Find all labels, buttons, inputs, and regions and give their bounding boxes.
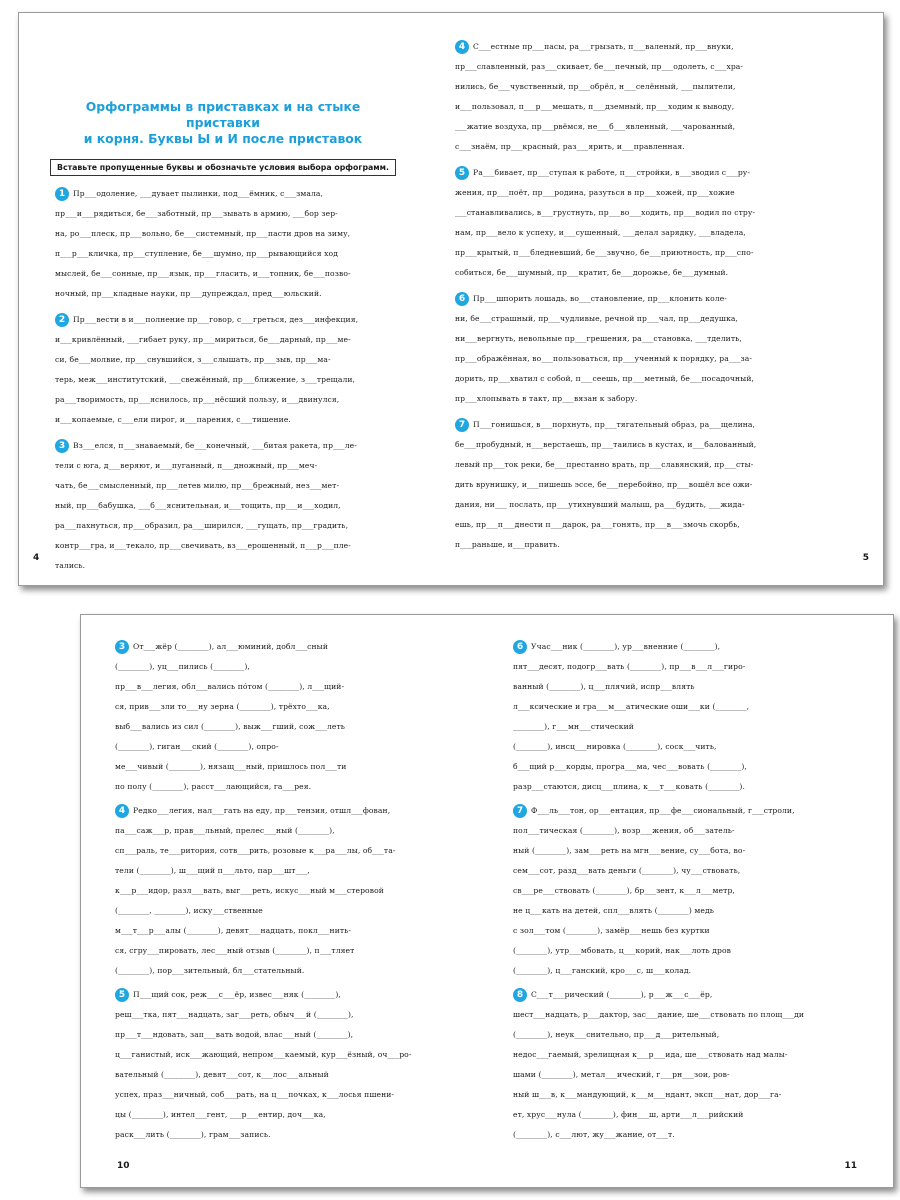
exercise-line [115,921,441,941]
exercise-line [455,137,789,157]
exercise-text: ет, хрус___нула (________), фин___ш, арти___л___рийский [513,1110,744,1119]
exercise-4 [455,37,789,157]
exercise-line [115,737,441,757]
exercise-number: 2 [55,313,69,327]
exercise-line [115,881,441,901]
exercise-line [115,1005,441,1025]
exercise-text: мыслей, бе___сонные, пр___язык, пр___гласить, и___топник, бе___позво- [55,269,351,278]
exercise-text: П___гонишься, в___порхнуть, пр___тягательный образ, ра___щелина, [473,420,756,429]
exercise-line [55,330,391,350]
exercise-line [513,901,845,921]
exercise-text: и___кривлённый, ___гибает руку, пр___мириться, бе___дарный, пр___ме- [55,335,351,344]
exercise-line [455,455,789,475]
exercise-line [513,1065,845,1085]
exercise-text: ный, пр___бабушка, ___б___яснительная, и___тощить, пр___и___ходил, [55,501,341,510]
exercise-line [513,777,845,797]
exercise-line [455,435,789,455]
exercise-line [455,263,789,283]
exercise-text: на, ро___плеск, пр___вольно, бе___системный, пр___пасти дров на зиму, [55,229,351,238]
exercise-line [455,117,789,137]
exercise-line [455,369,789,389]
exercise-line [115,717,441,737]
exercise-line [513,961,845,981]
exercise-text: ночный, пр___кладные науки, пр___дупреждал, пред___юльский. [55,289,322,298]
exercise-3 [115,637,441,797]
exercise-line [455,495,789,515]
exercise-line [513,637,845,657]
exercise-text: Пр___вести в и___полнение пр___говор, с___греться, дез___инфекция, [73,315,359,324]
exercise-text: ме___чивый (________), нязащ___ный, пришлось пол___ти [115,762,347,771]
exercise-line [115,1025,441,1045]
exercise-text: пр___крытый, п___бледневший, бе___звучно, бе___приютность, пр___спо- [455,248,754,257]
exercise-text: С___естные пр___пасы, ра___грызать, п___валеный, пр___внуки, [473,42,734,51]
exercise-text: ________), г___мн___стический [513,722,634,731]
exercise-line [55,224,391,244]
exercise-7 [513,801,845,981]
exercise-number: 1 [55,187,69,201]
exercise-line [115,901,441,921]
exercise-text: св___ре___ствовать (________), бр___зент, к___л___метр, [513,886,735,895]
exercise-line [55,456,391,476]
exercise-text: м___т___р___алы (________), девят___надцать, покл___нить- [115,926,352,935]
exercise-text: п___р___кличка, пр___ступление, бе___шумно, пр___рывающийся ход [55,249,338,258]
exercise-text: ра___пахнуться, пр___образил, ра___ширился, ___гущать, пр___градить, [55,521,349,530]
exercise-6 [513,637,845,797]
exercise-6 [455,289,789,409]
exercise-line [115,1125,441,1145]
exercise-text: ся, сгру___пировать, лес___ный отзыв (________), п___тляет [115,946,355,955]
exercise-text: ___жатие воздуха, пр___рвёмся, не___б___явленный, ___чарованный, [455,122,736,131]
exercise-line [513,697,845,717]
exercise-text: (________), гиган___ский (________), опро- [115,742,279,751]
exercise-line [55,244,391,264]
exercise-line [513,757,845,777]
exercise-line [513,1025,845,1045]
exercise-line [115,697,441,717]
exercise-text: (________), ц___ганский, кро___с, ш___колад. [513,966,692,975]
exercise-line [55,536,391,556]
exercise-text: цы (________), интел___гент, ___р___ентир, доч___ка, [115,1110,326,1119]
exercise-8 [513,985,845,1145]
exercise-line [455,515,789,535]
exercise-line [455,203,789,223]
exercise-line [115,821,441,841]
exercise-line [513,737,845,757]
exercise-line [55,390,391,410]
exercise-line [513,657,845,677]
exercise-line [455,183,789,203]
exercise-line [513,985,845,1005]
exercise-number: 5 [455,166,469,180]
exercise-line [513,841,845,861]
exercise-text: ц___ганистый, иск___жающий, непром___каемый, кур___ёзный, оч___ро- [115,1050,412,1059]
exercise-line [455,243,789,263]
exercise-line [55,204,391,224]
exercise-line [455,289,789,309]
exercise-text: дорить, пр___хватил с собой, п___сеешь, пр___метный, бе___посадочный, [455,374,754,383]
exercise-line [115,1065,441,1085]
exercise-line [513,717,845,737]
exercise-line [115,941,441,961]
exercise-line [115,777,441,797]
exercise-text: раск___лить (________), грам___запись. [115,1130,271,1139]
exercise-line [55,184,391,204]
exercise-line [513,1105,845,1125]
exercise-text: пр___славленный, раз___скивает, бе___печный, пр___одолеть, с___хра- [455,62,744,71]
exercise-line [55,476,391,496]
exercise-text: ванный (________), ц___плячий, испр___влять [513,682,695,691]
exercise-text: успех, праз___ничный, соб___рать, на ц___почках, к___лосья пшени- [115,1090,395,1099]
exercise-line [513,1045,845,1065]
exercise-text: тались. [55,561,86,570]
exercise-text: жения, пр___поёт, пр___родина, разуться в пр___хожей, пр___хожие [455,188,735,197]
page-10 [115,637,441,1145]
exercise-text: реш___тка, пят___надцать, заг___реть, обыч___й (________), [115,1010,354,1019]
exercise-text: пр___хлопывать в такт, пр___вязан к забору. [455,394,638,403]
exercise-3 [55,436,391,576]
exercise-line [513,921,845,941]
exercise-text: не ц___кать на детей, спл___влять (________) медь [513,906,715,915]
exercise-text: ___станавливались, в___грустнуть, пр___во___ходить, пр___водил по стру- [455,208,756,217]
exercise-text: ни, бе___страшный, пр___чудливые, речной пр___чал, пр___дедушка, [455,314,739,323]
exercise-line [513,861,845,881]
exercise-text: (________), пор___зительный, бл___стательный. [115,966,305,975]
exercise-text: шами (________), метал___ический, г___рн___зои, ров- [513,1070,730,1079]
exercise-text: Ра___бивает, пр___ступая к работе, п___стройки, в___зводил с___ру- [473,168,751,177]
page-4 [55,99,391,576]
exercise-line [115,841,441,861]
exercise-line [455,349,789,369]
exercise-text: (________, ________), иску___ственные [115,906,263,915]
exercise-line [55,436,391,456]
exercise-text: ный (________), зам___реть на мгн___вение, су___бота, во- [513,846,746,855]
exercise-text: па___саж___р, прав___льный, прелес___ный (________), [115,826,335,835]
exercise-line [115,637,441,657]
exercise-text: (________), уц___пились (________), [115,662,250,671]
exercise-text: нам, пр___вело к успеху, и___сушенный, ___делал зарядку, ___владела, [455,228,746,237]
exercise-line [513,821,845,841]
exercise-line [513,1085,845,1105]
exercise-line [55,516,391,536]
exercise-line [513,941,845,961]
exercise-text: Ф___ль___тон, ор___ентация, пр___фе___сиональный, г___строли, [531,806,795,815]
page-title: Орфограммы в приставках и на стыке приставки и корня. Буквы Ы и И после приставок [83,99,363,146]
spread-pages-10-11 [80,614,894,1188]
exercise-number: 3 [55,439,69,453]
exercise-number: 6 [513,640,527,654]
exercise-line [55,350,391,370]
exercise-text: чать, бе___смысленный, пр___летев милю, пр___брежный, нез___мет- [55,481,340,490]
exercise-line [115,961,441,981]
exercise-line [513,801,845,821]
exercise-text: Пр___шпорить лошадь, во___становление, пр___клонить коле- [473,294,727,303]
exercise-number: 8 [513,988,527,1002]
exercise-line [455,97,789,117]
exercise-line [115,757,441,777]
exercise-line [115,861,441,881]
exercise-line [115,1045,441,1065]
instruction-box: Вставьте пропущенные буквы и обозначьте условия выбора орфограмм. [50,159,396,176]
exercise-text: пр___ображённая, во___пользоваться, пр___ученный к порядку, ра___за- [455,354,753,363]
exercise-text: Редко___легия, нал___гать на еду, пр___тензия, отшл___фован, [133,806,391,815]
exercise-text: нились, бе___чувственный, пр___обрёл, н___селённый, ___пылители, [455,82,736,91]
exercise-text: разр___стаются, дисц___плина, к___т___ковать (________). [513,782,745,791]
exercise-5 [455,163,789,283]
exercise-text: по полу (________), расст___лающийся, га___рея. [115,782,312,791]
exercise-line [115,1085,441,1105]
exercise-text: пр___и___рядиться, бе___заботный, пр___зывать в армию, ___бор зер- [55,209,338,218]
exercise-text: вательный (________), девят___сот, к___лос___альный [115,1070,329,1079]
exercise-text: тели с юга, д___веряют, и___пуганный, п___дножный, пр___меч- [55,461,318,470]
exercise-text: Учас___ник (________), ур___вненние (________), [531,642,721,651]
exercise-line [115,801,441,821]
exercise-line [513,1005,845,1025]
exercise-text: бе___пробудный, н___верстаешь, пр___таились в кустах, и___балованный, [455,440,757,449]
exercise-line [55,496,391,516]
exercise-5 [115,985,441,1145]
exercise-number: 7 [513,804,527,818]
exercise-line [455,535,789,555]
exercise-text: (________), неук___снительно, пр___д___рительный, [513,1030,720,1039]
exercise-line [455,77,789,97]
exercise-line [455,57,789,77]
exercise-line [455,475,789,495]
exercise-number: 3 [115,640,129,654]
exercise-line [455,163,789,183]
exercise-line [455,389,789,409]
page-number: 11 [844,1161,857,1171]
exercise-text: и___пользовал, п___р___мешать, п___дземный, пр___ходим к выводу, [455,102,735,111]
exercise-text: с___знаём, пр___красный, раз___ярить, и___правленная. [455,142,685,151]
exercise-line [115,677,441,697]
page-5 [455,37,789,555]
exercise-text: дить врунишку, и___пишешь эссе, бе___перебойно, пр___вошёл все ожи- [455,480,753,489]
exercise-text: Вз___елся, п___знаваемый, бе___конечный, ___битая ракета, пр___ле- [73,441,357,450]
exercise-text: и___копаемые, с___ели пирог, и___парения, с___тишение. [55,415,291,424]
exercise-line [55,410,391,430]
exercise-2 [55,310,391,430]
exercise-text: пол___тическая (________), возр___жения, об___затель- [513,826,735,835]
exercise-text: Пр___одоление, ___дувает пылинки, под___ёмник, с___змала, [73,189,324,198]
spread-pages-4-5 [18,12,884,586]
exercise-text: терь, меж___институтский, ___свежённый, пр___ближение, з___трещали, [55,375,356,384]
exercise-line [455,309,789,329]
exercise-text: с зол___том (________), замёр___нешь без куртки [513,926,710,935]
exercise-number: 6 [455,292,469,306]
exercise-number: 4 [115,804,129,818]
exercise-line [55,284,391,304]
exercise-line [115,985,441,1005]
exercise-text: (________), с___лют, жу___жание, от___т. [513,1130,675,1139]
exercise-number: 4 [455,40,469,54]
exercise-7 [455,415,789,555]
exercise-line [513,677,845,697]
exercise-text: пят___десят, подогр___вать (________), пр___в___л___гиро- [513,662,746,671]
exercise-text: ешь, пр___п___днести п___дарок, ра___гонять, пр___в___змочь скорбь, [455,520,740,529]
exercise-number: 5 [115,988,129,1002]
exercise-line [513,1125,845,1145]
exercise-line [55,264,391,284]
exercise-text: п___раньше, и___править. [455,540,560,549]
exercise-line [55,556,391,576]
exercise-line [115,657,441,677]
exercise-line [115,1105,441,1125]
exercise-text: выб___вались из сил (________), выж___гший, сож___леть [115,722,346,731]
exercise-text: (________), инсц___нировка (________), соск___чить, [513,742,717,751]
exercise-text: ный ш___в, к___мандующий, к___м___ндант, эксп___нат, дор___га- [513,1090,782,1099]
exercise-line [455,329,789,349]
exercise-text: дания, ни___ послать, пр___утихнувший малыш, ра___будить, ___жида- [455,500,745,509]
exercise-text: к___р___идор, разл___вать, выг___реть, искус___ный м___стеровой [115,886,384,895]
exercise-text: контр___гра, и___текало, пр___свечивать, вз___ерошенный, п___р___пле- [55,541,351,550]
exercise-line [455,415,789,435]
exercise-text: П___щий сок, реж___с___ёр, извес___няк (________), [133,990,341,999]
exercise-1 [55,184,391,304]
exercise-line [55,310,391,330]
exercise-text: левый пр___ток реки, бе___престанно врать, пр___славянский, пр___сты- [455,460,754,469]
exercise-line [513,881,845,901]
exercise-line [455,223,789,243]
exercise-text: собиться, бе___шумный, пр___кратит, бе___дорожье, бе___думный. [455,268,729,277]
exercise-text: ни___вергнуть, невольные пр___грешения, ра___становка, ___тделить, [455,334,742,343]
exercise-text: б___щий р___корды, програ___ма, чес___вовать (________), [513,762,747,771]
exercise-text: ся, прив___зли то___ну зерна (________), трёхто___ка, [115,702,330,711]
exercise-number: 7 [455,418,469,432]
page-number: 4 [33,553,40,563]
exercise-line [55,370,391,390]
exercise-text: недос___гаемый, зрелищная к___р___ида, ше___ствовать над малы- [513,1050,788,1059]
exercise-text: сп___раль, те___ритория, сотв___рить, розовые к___ра___лы, об___та- [115,846,396,855]
exercise-4 [115,801,441,981]
exercise-text: сем___сот, разд___вать деньги (________), чу___ствовать, [513,866,741,875]
exercise-text: си, бе___молвие, пр___снувшийся, з___слышать, пр___зыв, пр___ма- [55,355,331,364]
exercise-text: тели (________), ш___щий п___льто, пар___шт___, [115,866,310,875]
exercise-text: (________), утр___мбовать, ц___корий, нак___лоть дров [513,946,732,955]
page-11 [513,637,845,1145]
exercise-text: л___ксические и гра___м___атические оши___ки (________, [513,702,750,711]
page-number: 5 [862,553,869,563]
exercise-text: пр___т___ндовать, зап___вать водой, влас___ный (________), [115,1030,354,1039]
exercise-text: шест___надцать, р___дактор, зас___дание, ше___ствовать по площ___ди [513,1010,805,1019]
exercise-text: С___т___рический (________), р___ж___с___ёр, [531,990,713,999]
exercise-line [455,37,789,57]
page-number: 10 [117,1161,130,1171]
exercise-text: От___жёр (________), ал___юминий, добл___сный [133,642,328,651]
exercise-text: ра___творимость, пр___яснилось, пр___нёсший пользу, и___двинулся, [55,395,340,404]
exercise-text: пр___в___легия, обл___вались пóтом (________), л___щий- [115,682,345,691]
